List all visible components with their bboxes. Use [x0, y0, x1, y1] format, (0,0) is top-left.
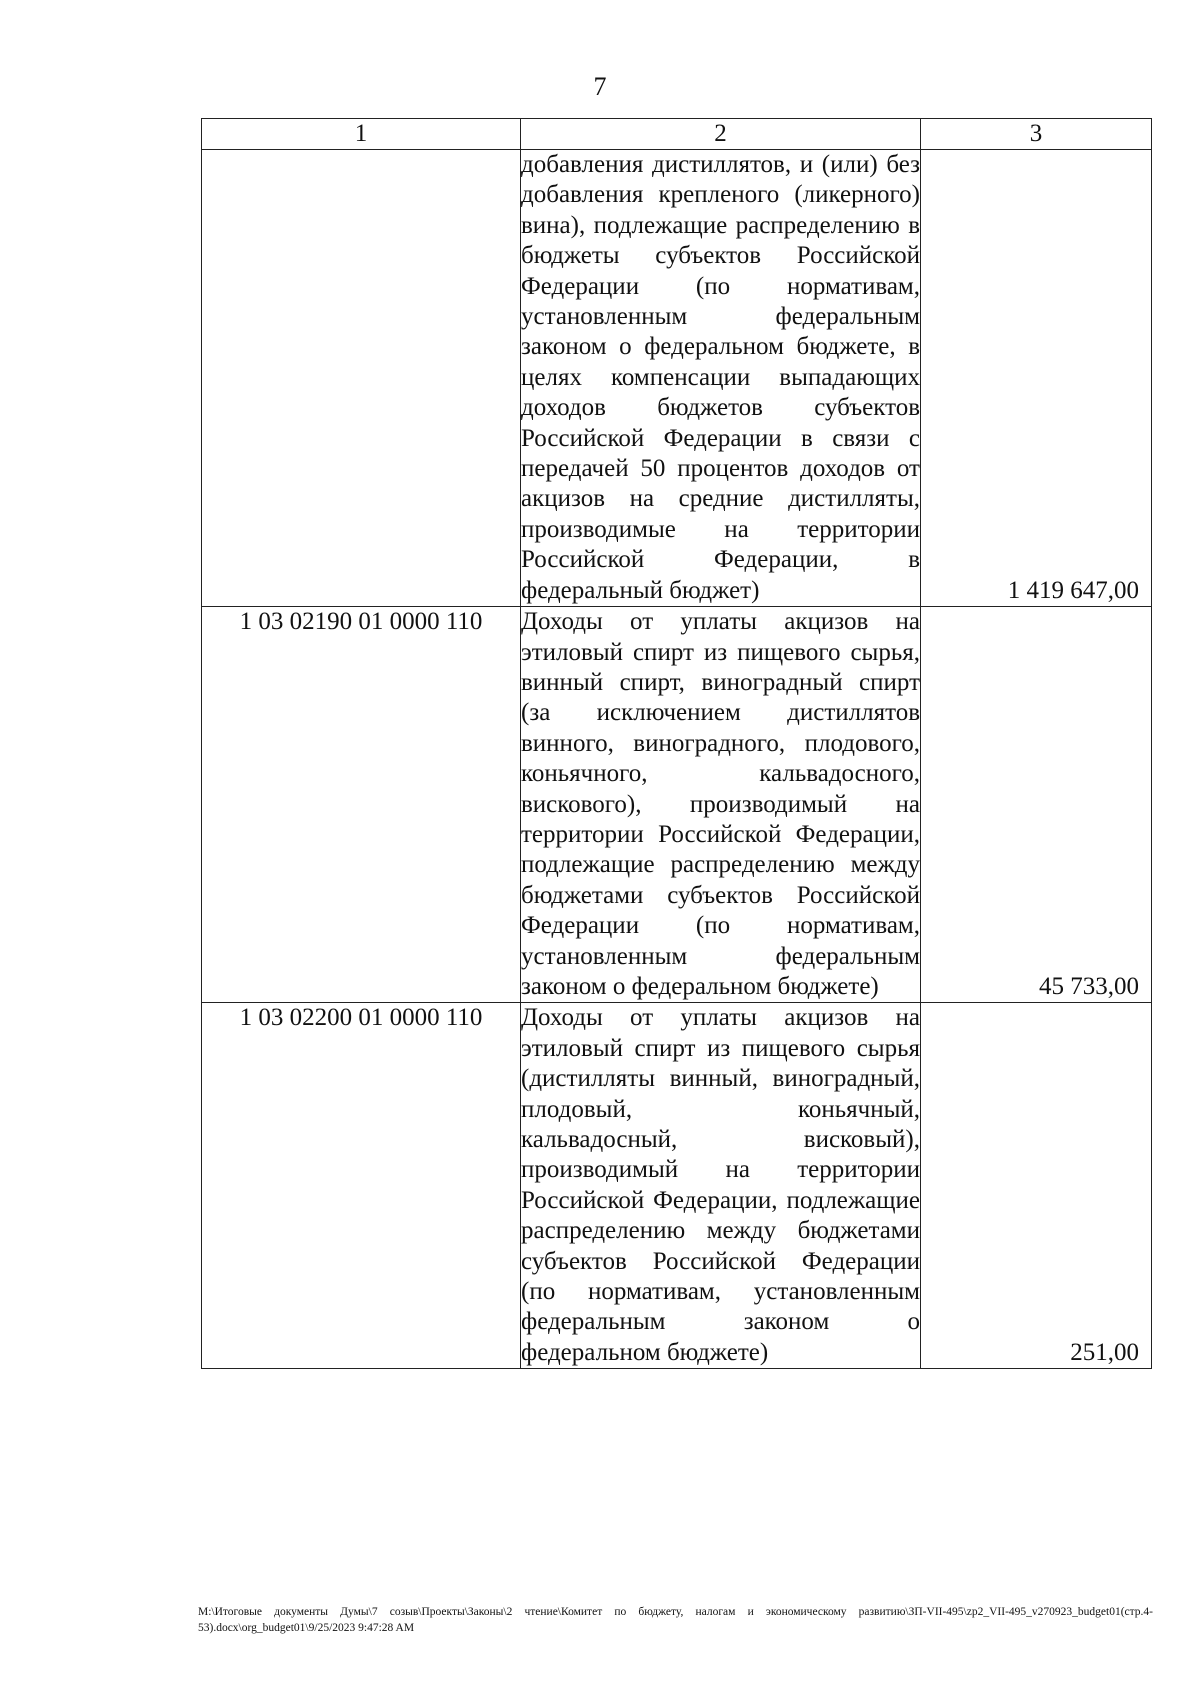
column-header-3: 3: [921, 119, 1152, 150]
column-header-1: 1: [202, 119, 521, 150]
amount-cell: [921, 607, 1152, 1003]
revenue-amount: 1 419 647,00: [1007, 577, 1139, 605]
revenue-description: [521, 1003, 921, 1369]
table-header-row: [202, 119, 1152, 150]
table-row: [202, 150, 1152, 607]
revenue-code: [202, 150, 521, 607]
revenue-description-text: Доходы от уплаты акцизов на этиловый спирт из пищевого сырья (дистилляты винный, виноградный, плодовый, коньячный, кальвадосный, висковый), производимый на территории Российской Федерации, подлежащие распределению между бюджетами субъектов Российской Федерации (по нормативам, установленным федеральным законом о федеральном бюджете): [521, 1004, 920, 1366]
revenue-code: 1 03 02200 01 0000 110: [202, 1003, 521, 1369]
budget-revenue-table: [201, 118, 1152, 1369]
revenue-description: [521, 607, 921, 1003]
page-number: 7: [593, 72, 607, 101]
revenue-amount: 45 733,00: [1039, 973, 1139, 1001]
revenue-code: 1 03 02190 01 0000 110: [202, 607, 521, 1003]
amount-cell: [921, 150, 1152, 607]
document-file-path: M:\Итоговые документы Думы\7 созыв\Проекты\Законы\2 чтение\Комитет по бюджету, налогам и экономическому развитию\ЗП-VII-495\zp2_VII-495_v270923_budget01(стр.4-53).docx\org_budget01\9/25/2023 9:47:28 AM: [198, 1606, 1153, 1634]
column-header-2: 2: [521, 119, 921, 150]
revenue-description-text: Доходы от уплаты акцизов на этиловый спирт из пищевого сырья, винный спирт, виноградный спирт (за исключением дистиллятов винного, виноградного, плодового, коньячного, кальвадосного, вискового), производимый на территории Российской Федерации, подлежащие распределению между бюджетами субъектов Российской Федерации (по нормативам, установленным федеральным законом о федеральном бюджете): [521, 608, 920, 1000]
revenue-description-text: добавления дистиллятов, и (или) без добавления крепленого (ликерного) вина), подлежащие распределению в бюджеты субъектов Российской Федерации (по нормативам, установленным федеральным законом о федеральном бюджете, в целях компенсации выпадающих доходов бюджетов субъектов Российской Федерации в связи с передачей 50 процентов доходов от акцизов на средние дистилляты, производимые на территории Российской Федерации, в федеральный бюджет): [521, 151, 920, 604]
table-row: [202, 607, 1152, 1003]
table-row: [202, 1003, 1152, 1369]
revenue-description: [521, 150, 921, 607]
revenue-amount: 251,00: [1070, 1339, 1139, 1367]
amount-cell: [921, 1003, 1152, 1369]
